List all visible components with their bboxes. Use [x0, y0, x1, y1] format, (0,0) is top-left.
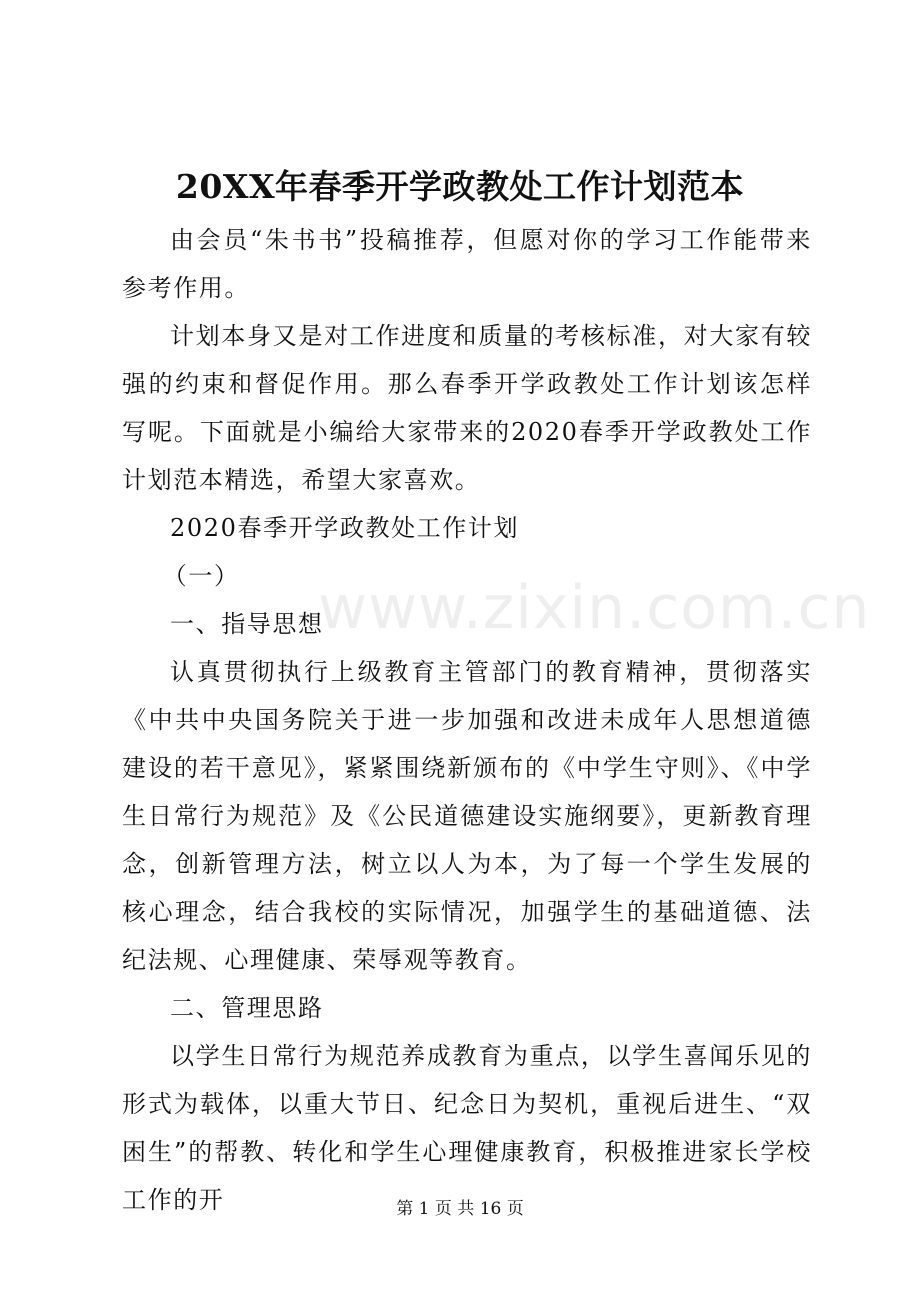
- body-paragraph: 以学生日常行为规范养成教育为重点，以学生喜闻乐见的形式为载体，以重大节日、纪念日为契机，重视后进生、“双困生”的帮教、转化和学生心理健康教育，积极推进家长学校工作的开: [122, 1042, 812, 1214]
- section-heading: 二、管理思路: [170, 994, 324, 1022]
- document-body: [122, 216, 812, 1224]
- intro-paragraph: 由会员“朱书书”投稿推荐，但愿对你的学习工作能带来参考作用。: [122, 226, 812, 302]
- section-heading: 一、指导思想: [170, 610, 324, 638]
- section-title: 2020春季开学政教处工作计划: [170, 514, 520, 542]
- body-paragraph: 认真贯彻执行上级教育主管部门的教育精神，贯彻落实《中共中央国务院关于进一步加强和改进未成年人思想道德建设的若干意见》，紧紧围绕新颁布的《中学生守则》、《中学生日常行为规范》及《公民道德建设实施纲要》，更新教育理念，创新管理方法，树立以人为本，为了每一个学生发展的核心理念，结合我校的实际情况，加强学生的基础道德、法纪法规、心理健康、荣辱观等教育。: [122, 658, 812, 974]
- intro-paragraph: 计划本身又是对工作进度和质量的考核标准，对大家有较强的约束和督促作用。那么春季开学政教处工作计划该怎样写呢。下面就是小编给大家带来的2020春季开学政教处工作计划范本精选，希望大家喜欢。: [122, 322, 812, 494]
- document-title: 20XX年春季开学政教处工作计划范本: [175, 167, 745, 206]
- watermark-text: www.zixin.com.cn: [318, 573, 871, 643]
- page-footer: 第 1 页 共 16 页: [396, 1199, 524, 1219]
- section-number: （一）: [162, 562, 240, 590]
